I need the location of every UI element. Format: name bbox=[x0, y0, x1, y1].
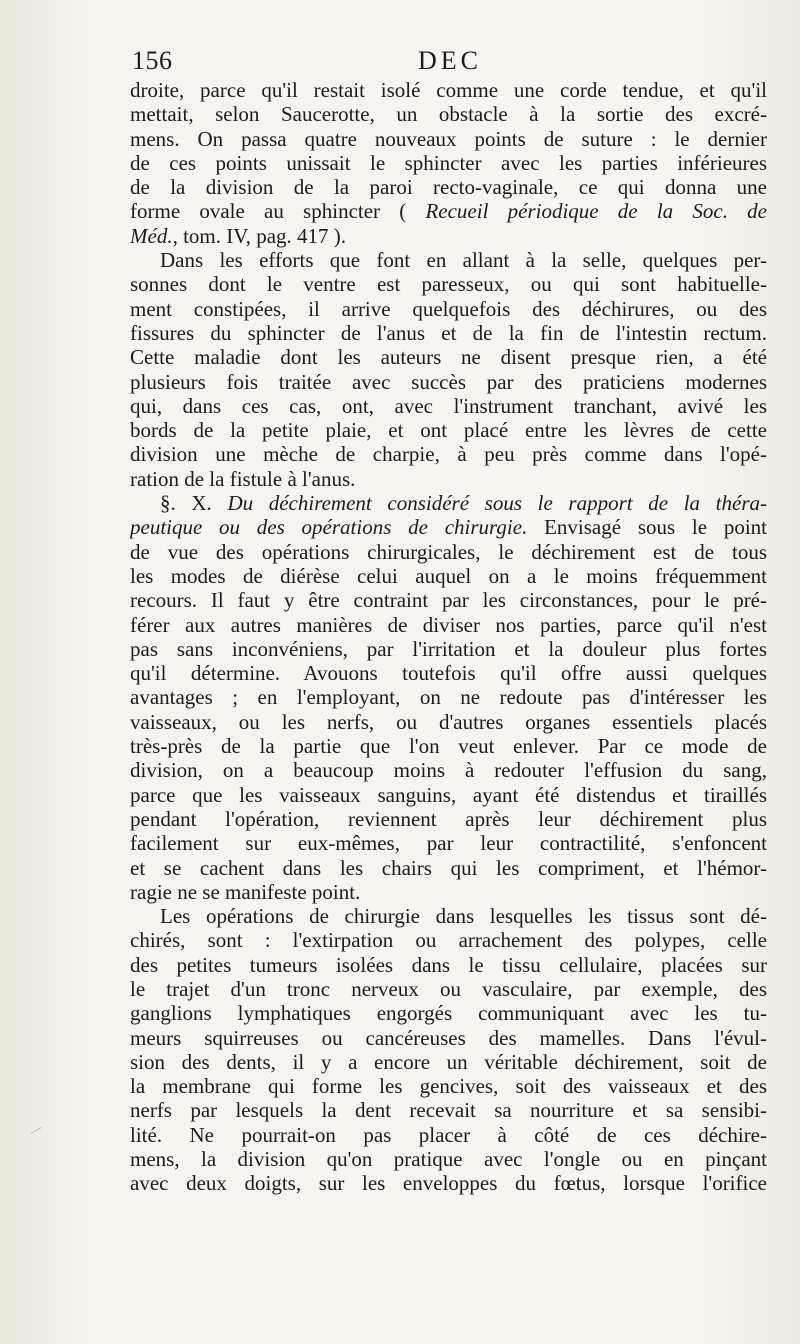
text-line: mens, la division qu'on pratique avec l'ongle ou en pinçant bbox=[130, 1147, 767, 1172]
text-line: recours. Il faut y être contraint par les circonstances, pour le pré- bbox=[130, 588, 767, 613]
text-line: de la division de la paroi recto-vaginale, ce qui donna une bbox=[130, 175, 767, 200]
page-header bbox=[130, 46, 770, 76]
text-line: la membrane qui forme les gencives, soit des vaisseaux et des bbox=[130, 1074, 767, 1099]
paper-mark bbox=[31, 1127, 42, 1134]
text-line: vaisseaux, ou les nerfs, ou d'autres organes essentiels placés bbox=[130, 709, 767, 734]
text-line: mettait, selon Saucerotte, un obstacle à la sortie des excré- bbox=[130, 102, 767, 127]
text-line: sion des dents, il y a encore un véritable déchirement, soit de bbox=[130, 1049, 767, 1074]
text-line: chirés, sont : l'extirpation ou arrachement des polypes, celle bbox=[130, 928, 767, 953]
italic-run: peutique ou des opérations de chirurgie. bbox=[130, 515, 528, 540]
text-line: bords de la petite plaie, et ont placé entre les lèvres de cette bbox=[130, 418, 767, 443]
text-line: division, on a beaucoup moins à redouter l'effusion du sang, bbox=[130, 758, 767, 783]
text-line: division une mèche de charpie, à peu près comme dans l'opé- bbox=[130, 442, 767, 467]
text-line: sonnes dont le ventre est paresseux, ou qui sont habituelle- bbox=[130, 272, 767, 297]
text-line bbox=[130, 224, 767, 248]
text-run: , tom. IV, pag. 417 ). bbox=[172, 223, 347, 248]
text-line: plusieurs fois traitée avec succès par des praticiens modernes bbox=[130, 369, 767, 394]
text-line: ration de la fistule à l'anus. bbox=[130, 466, 356, 491]
text-line: Les opérations de chirurgie dans lesquelles les tissus sont dé- bbox=[160, 904, 767, 929]
text-line: ganglions lymphatiques engorgés communiquant avec les tu- bbox=[130, 1001, 767, 1026]
text-line: et se cachent dans les chairs qui les compriment, et l'hémor- bbox=[130, 855, 767, 880]
text-run: Envisagé sous le point bbox=[527, 515, 767, 540]
text-line: qui, dans ces cas, ont, avec l'instrument tranchant, avivé les bbox=[130, 393, 767, 418]
text-line: fissures du sphincter de l'anus et de la fin de l'intestin rectum. bbox=[130, 320, 767, 345]
text-line: de ces points unissait le sphincter avec les parties inférieures bbox=[130, 150, 767, 175]
text-line: pas sans inconvéniens, par l'irritation et la douleur plus fortes bbox=[130, 636, 767, 661]
text-line: facilement sur eux-mêmes, par leur contractilité, s'enfoncent bbox=[130, 831, 767, 856]
text-line: pendant l'opération, reviennent après leur déchirement plus bbox=[130, 806, 767, 831]
text-line bbox=[130, 515, 767, 539]
text-line: avec deux doigts, sur les enveloppes du fœtus, lorsque l'orifice bbox=[130, 1171, 767, 1196]
text-line: très-près de la partie que l'on veut enlever. Par ce mode de bbox=[130, 734, 767, 759]
text-line: Dans les efforts que font en allant à la selle, quelques per- bbox=[160, 248, 767, 273]
text-line: droite, parce qu'il restait isolé comme une corde tendue, et qu'il bbox=[130, 78, 767, 102]
text-line: ment constipées, il arrive quelquefois des déchirures, ou des bbox=[130, 296, 767, 321]
text-line bbox=[130, 199, 767, 223]
text-line: de vue des opérations chirurgicales, le déchirement est de tous bbox=[130, 539, 767, 564]
text-line: qu'il détermine. Avouons toutefois qu'il offre aussi quelques bbox=[130, 661, 767, 686]
text-line: férer aux autres manières de diviser nos parties, parce qu'il n'est bbox=[130, 612, 767, 637]
text-line: parce que les vaisseaux sanguins, ayant été distendus et tiraillés bbox=[130, 782, 767, 807]
text-run: §. X. bbox=[160, 491, 228, 516]
text-line bbox=[130, 491, 767, 515]
italic-run: Méd. bbox=[130, 223, 173, 248]
text-line: ragie ne se manifeste point. bbox=[130, 879, 361, 904]
page-number: 156 bbox=[132, 46, 173, 75]
text-line: lité. Ne pourrait-on pas placer à côté de ces déchire- bbox=[130, 1122, 767, 1147]
italic-run: Recueil périodique de la Soc. de bbox=[425, 199, 767, 224]
text-line: nerfs par lesquels la dent recevait sa nourriture et sa sensibi- bbox=[130, 1098, 767, 1123]
text-run: forme ovale au sphincter ( bbox=[130, 199, 426, 224]
text-line: mens. On passa quatre nouveaux points de suture : le dernier bbox=[130, 126, 767, 151]
text-line: meurs squirreuses ou cancéreuses des mamelles. Dans l'évul- bbox=[130, 1025, 767, 1050]
text-line: des petites tumeurs isolées dans le tissu cellulaire, placées sur bbox=[130, 952, 767, 977]
text-line: Cette maladie dont les auteurs ne disent presque rien, a été bbox=[130, 345, 767, 370]
body-text bbox=[130, 78, 767, 1196]
italic-run: Du déchirement considéré sous le rapport de la théra- bbox=[227, 491, 767, 516]
running-head: DEC bbox=[418, 46, 482, 75]
text-line: les modes de diérèse celui auquel on a le moins fréquemment bbox=[130, 563, 767, 588]
text-line: avantages ; en l'employant, on ne redoute pas d'intéresser les bbox=[130, 685, 767, 710]
text-line: le trajet d'un tronc nerveux ou vasculaire, par exemple, des bbox=[130, 976, 767, 1001]
